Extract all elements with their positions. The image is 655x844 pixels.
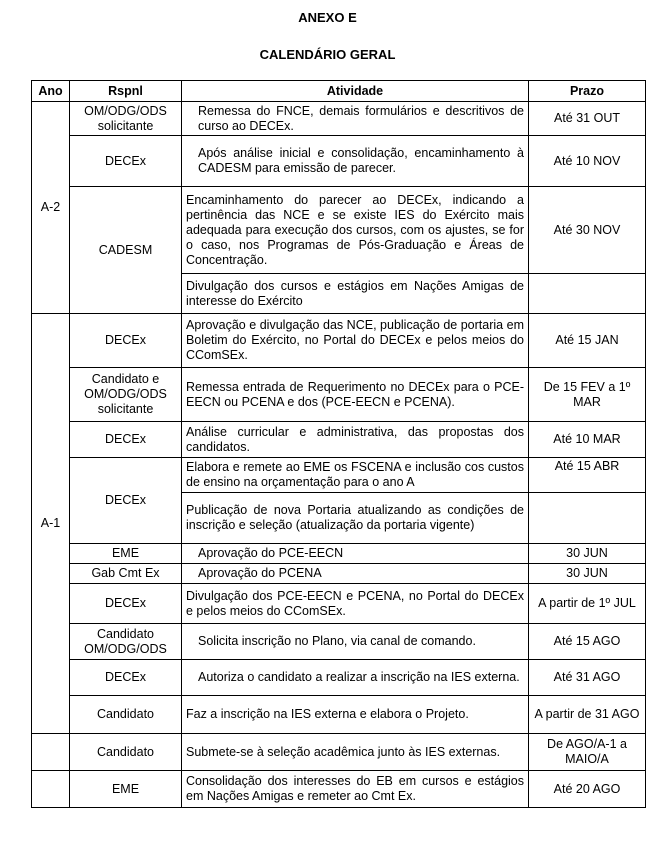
rspnl-cell: Candidato	[70, 734, 182, 771]
year-cell-a1: A-1	[32, 314, 70, 734]
prazo-cell: 30 JUN	[529, 564, 646, 584]
prazo-cell: Até 15 JAN	[529, 314, 646, 368]
atividade-cell: Aprovação do PCE-EECN	[182, 544, 529, 564]
prazo-cell: De 15 FEV a 1º MAR	[529, 368, 646, 422]
calendar-table	[31, 80, 646, 808]
rspnl-cell: OM/ODG/ODS solicitante	[70, 102, 182, 136]
prazo-cell: Até 30 NOV	[529, 187, 646, 274]
prazo-cell: Até 10 NOV	[529, 136, 646, 187]
table-row	[32, 564, 646, 584]
rspnl-cell: DECEx	[70, 584, 182, 624]
prazo-cell: Até 20 AGO	[529, 771, 646, 808]
prazo-cell	[529, 493, 646, 544]
rspnl-cell: Candidato e OM/ODG/ODS solicitante	[70, 368, 182, 422]
table-row	[32, 187, 646, 274]
table-row	[32, 136, 646, 187]
rspnl-cell: EME	[70, 544, 182, 564]
prazo-cell: Até 31 AGO	[529, 660, 646, 696]
rspnl-cell: DECEx	[70, 660, 182, 696]
rspnl-cell: DECEx	[70, 422, 182, 458]
atividade-cell: Consolidação dos interesses do EB em cursos e estágios em Nações Amigas e remeter ao Cmt Ex.	[182, 771, 529, 808]
prazo-cell: Até 15 ABR	[529, 458, 646, 493]
column-header-rspnl: Rspnl	[70, 81, 182, 102]
table-row	[32, 584, 646, 624]
table-row	[32, 660, 646, 696]
prazo-cell: Até 10 MAR	[529, 422, 646, 458]
atividade-cell: Remessa entrada de Requerimento no DECEx para o PCE-EECN ou PCENA e dos (PCE-EECN e PCENA).	[182, 368, 529, 422]
rspnl-cell: Candidato	[70, 696, 182, 734]
year-cell-empty	[32, 734, 70, 771]
atividade-cell: Faz a inscrição na IES externa e elabora o Projeto.	[182, 696, 529, 734]
table-row	[32, 734, 646, 771]
rspnl-cell: Gab Cmt Ex	[70, 564, 182, 584]
prazo-cell: Até 31 OUT	[529, 102, 646, 136]
rspnl-cell: CADESM	[70, 187, 182, 314]
rspnl-cell: EME	[70, 771, 182, 808]
rspnl-cell: Candidato OM/ODG/ODS	[70, 624, 182, 660]
atividade-cell: Divulgação dos cursos e estágios em Nações Amigas de interesse do Exército	[182, 274, 529, 314]
table-header-row	[32, 81, 646, 102]
rspnl-cell: DECEx	[70, 136, 182, 187]
atividade-cell: Encaminhamento do parecer ao DECEx, indicando a pertinência das NCE e se existe IES do Exército mais adequada para execução dos cursos, com os ajustes, se for o caso, nos Programas de Pós-Graduação e Áreas de Concentração.	[182, 187, 529, 274]
year-cell-empty	[32, 771, 70, 808]
table-row	[32, 624, 646, 660]
table-row	[32, 696, 646, 734]
prazo-cell: De AGO/A-1 a MAIO/A	[529, 734, 646, 771]
table-row	[32, 102, 646, 136]
atividade-cell: Análise curricular e administrativa, das propostas dos candidatos.	[182, 422, 529, 458]
atividade-cell: Aprovação e divulgação das NCE, publicação de portaria em Boletim do Exército, no Portal do DECEx e pelos meios do CComSEx.	[182, 314, 529, 368]
document-title: CALENDÁRIO GERAL	[259, 47, 396, 62]
annex-label: ANEXO E	[298, 10, 357, 25]
column-header-atividade: Atividade	[182, 81, 529, 102]
prazo-cell: 30 JUN	[529, 544, 646, 564]
prazo-cell: Até 15 AGO	[529, 624, 646, 660]
prazo-cell: A partir de 31 AGO	[529, 696, 646, 734]
atividade-cell: Autoriza o candidato a realizar a inscrição na IES externa.	[182, 660, 529, 696]
atividade-cell: Remessa do FNCE, demais formulários e descritivos de curso ao DECEx.	[182, 102, 529, 136]
year-cell-a2: A-2	[32, 102, 70, 314]
table-row	[32, 368, 646, 422]
atividade-cell: Divulgação dos PCE-EECN e PCENA, no Portal do DECEx e pelos meios do CComSEx.	[182, 584, 529, 624]
prazo-cell	[529, 274, 646, 314]
column-header-ano: Ano	[32, 81, 70, 102]
atividade-cell: Aprovação do PCENA	[182, 564, 529, 584]
atividade-cell: Submete-se à seleção acadêmica junto às IES externas.	[182, 734, 529, 771]
atividade-cell: Elabora e remete ao EME os FSCENA e inclusão cos custos de ensino na orçamentação para o ano A	[182, 458, 529, 493]
table-row	[32, 422, 646, 458]
atividade-cell: Solicita inscrição no Plano, via canal de comando.	[182, 624, 529, 660]
rspnl-cell: DECEx	[70, 314, 182, 368]
atividade-cell: Após análise inicial e consolidação, encaminhamento à CADESM para emissão de parecer.	[182, 136, 529, 187]
table-row	[32, 314, 646, 368]
table-row	[32, 458, 646, 493]
table-row	[32, 771, 646, 808]
atividade-cell: Publicação de nova Portaria atualizando as condições de inscrição e seleção (atualização da portaria vigente)	[182, 493, 529, 544]
prazo-cell: A partir de 1º JUL	[529, 584, 646, 624]
table-row	[32, 544, 646, 564]
rspnl-cell: DECEx	[70, 458, 182, 544]
column-header-prazo: Prazo	[529, 81, 646, 102]
